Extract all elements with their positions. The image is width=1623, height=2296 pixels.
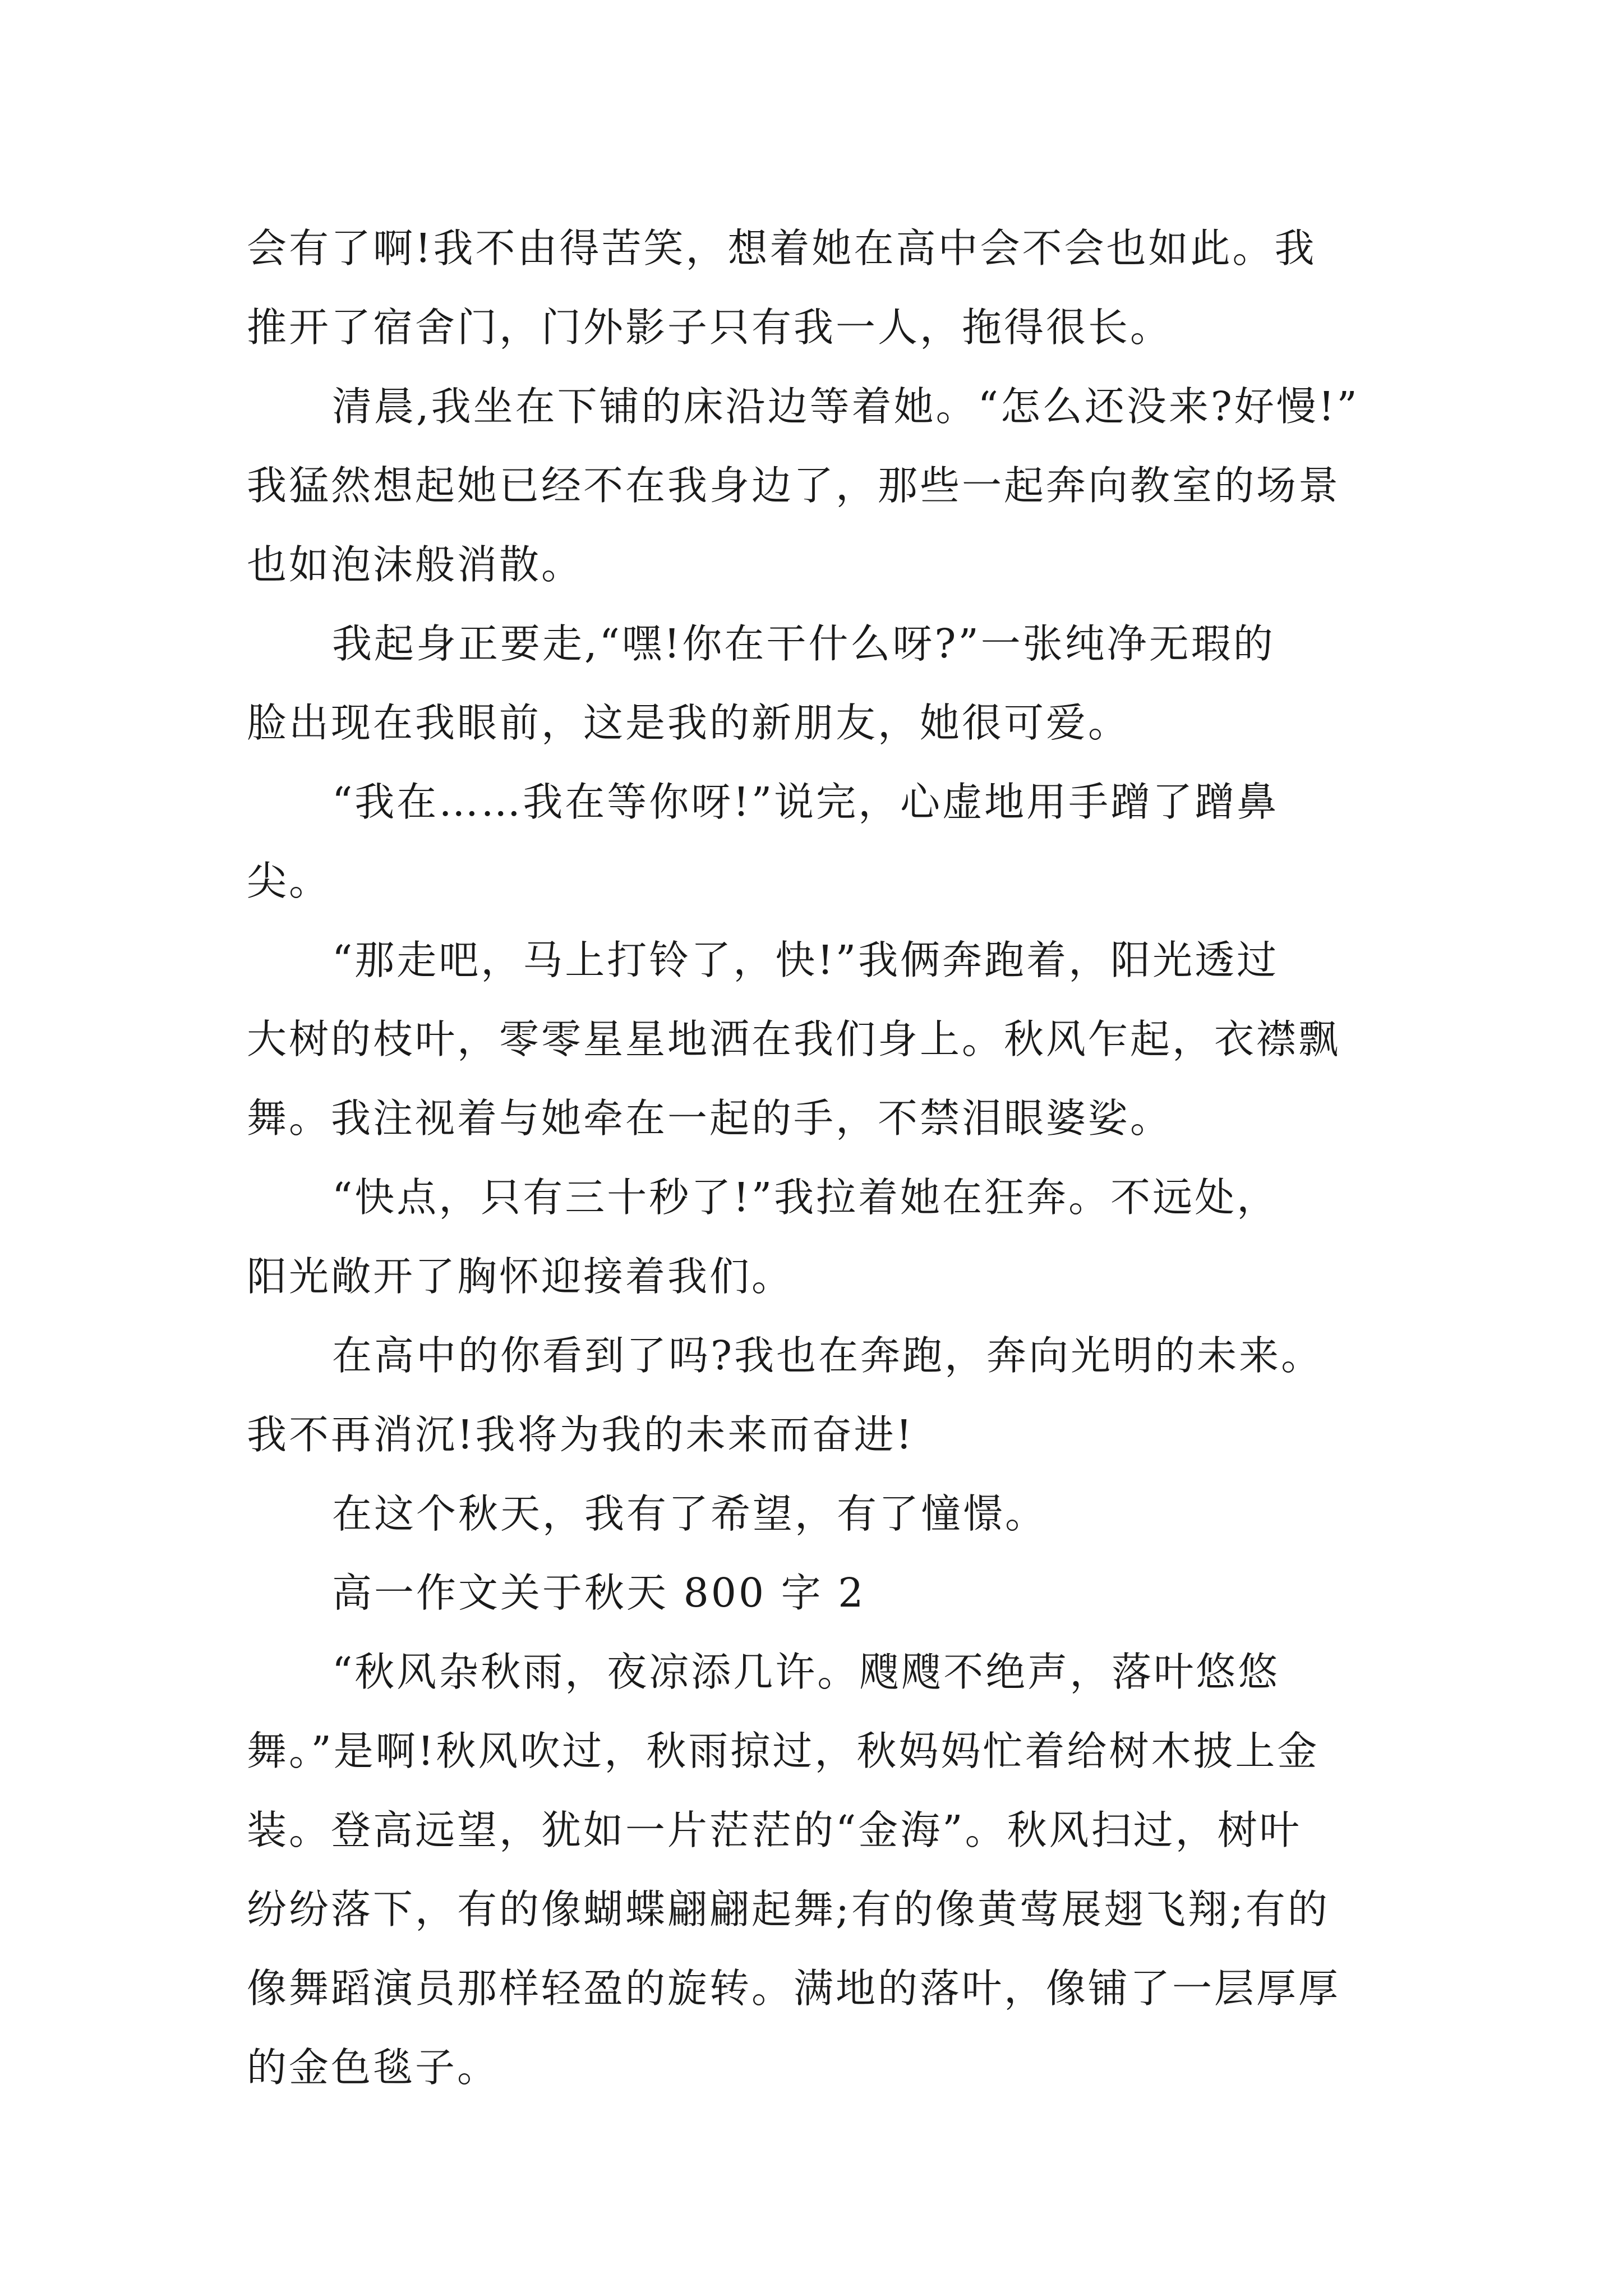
text-line: “快点，只有三十秒了!”我拉着她在狂奔。不远处， [332,1174,1279,1221]
text-line: “秋风杂秋雨，夜凉添几许。飕飕不绝声，落叶悠悠 [332,1649,1280,1695]
text-line: 像舞蹈演员那样轻盈的旋转。满地的落叶，像铺了一层厚厚 [247,1965,1341,2012]
text-line: 我不再消沉!我将为我的未来而奋进! [247,1411,915,1458]
text-line: 在这个秋天，我有了希望，有了憧憬。 [332,1490,1048,1537]
text-line: “我在……我在等你呀!”说完，心虚地用手蹭了蹭鼻 [332,779,1279,825]
text-line: 也如泡沫般消散。 [247,541,584,588]
text-line: 大树的枝叶，零零星星地洒在我们身上。秋风乍起，衣襟飘 [247,1016,1341,1062]
text-line: 纷纷落下，有的像蝴蝶翩翩起舞;有的像黄莺展翅飞翔;有的 [247,1886,1330,1932]
text-line: 在高中的你看到了吗?我也在奔跑，奔向光明的未来。 [332,1332,1324,1379]
text-line: 装。登高远望，犹如一片茫茫的“金海”。秋风扫过，树叶 [247,1807,1302,1853]
essay-body [247,209,1391,2107]
text-line: 我起身正要走,“嘿!你在干什么呀?”一张纯净无瑕的 [332,620,1275,667]
text-line: 的金色毯子。 [247,2044,500,2091]
text-line: 会有了啊!我不由得苦笑，想着她在高中会不会也如此。我 [247,225,1317,272]
text-line: 脸出现在我眼前，这是我的新朋友，她很可爱。 [247,700,1131,746]
text-line: 清晨,我坐在下铺的床沿边等着她。“怎么还没来?好慢!” [332,383,1359,430]
text-line: “那走吧，马上打铃了，快!”我俩奔跑着，阳光透过 [332,937,1279,983]
text-line: 舞。”是啊!秋风吹过，秋雨掠过，秋妈妈忙着给树木披上金 [247,1728,1320,1774]
text-line: 我猛然想起她已经不在我身边了，那些一起奔向教室的场景 [247,462,1341,509]
text-line: 阳光敞开了胸怀迎接着我们。 [247,1253,794,1300]
text-line: 舞。我注视着与她牵在一起的手，不禁泪眼婆娑。 [247,1095,1173,1142]
text-line: 尖。 [247,858,331,904]
text-line: 高一作文关于秋天 800 字 2 [332,1570,866,1616]
text-line: 推开了宿舍门，门外影子只有我一人，拖得很长。 [247,304,1173,351]
